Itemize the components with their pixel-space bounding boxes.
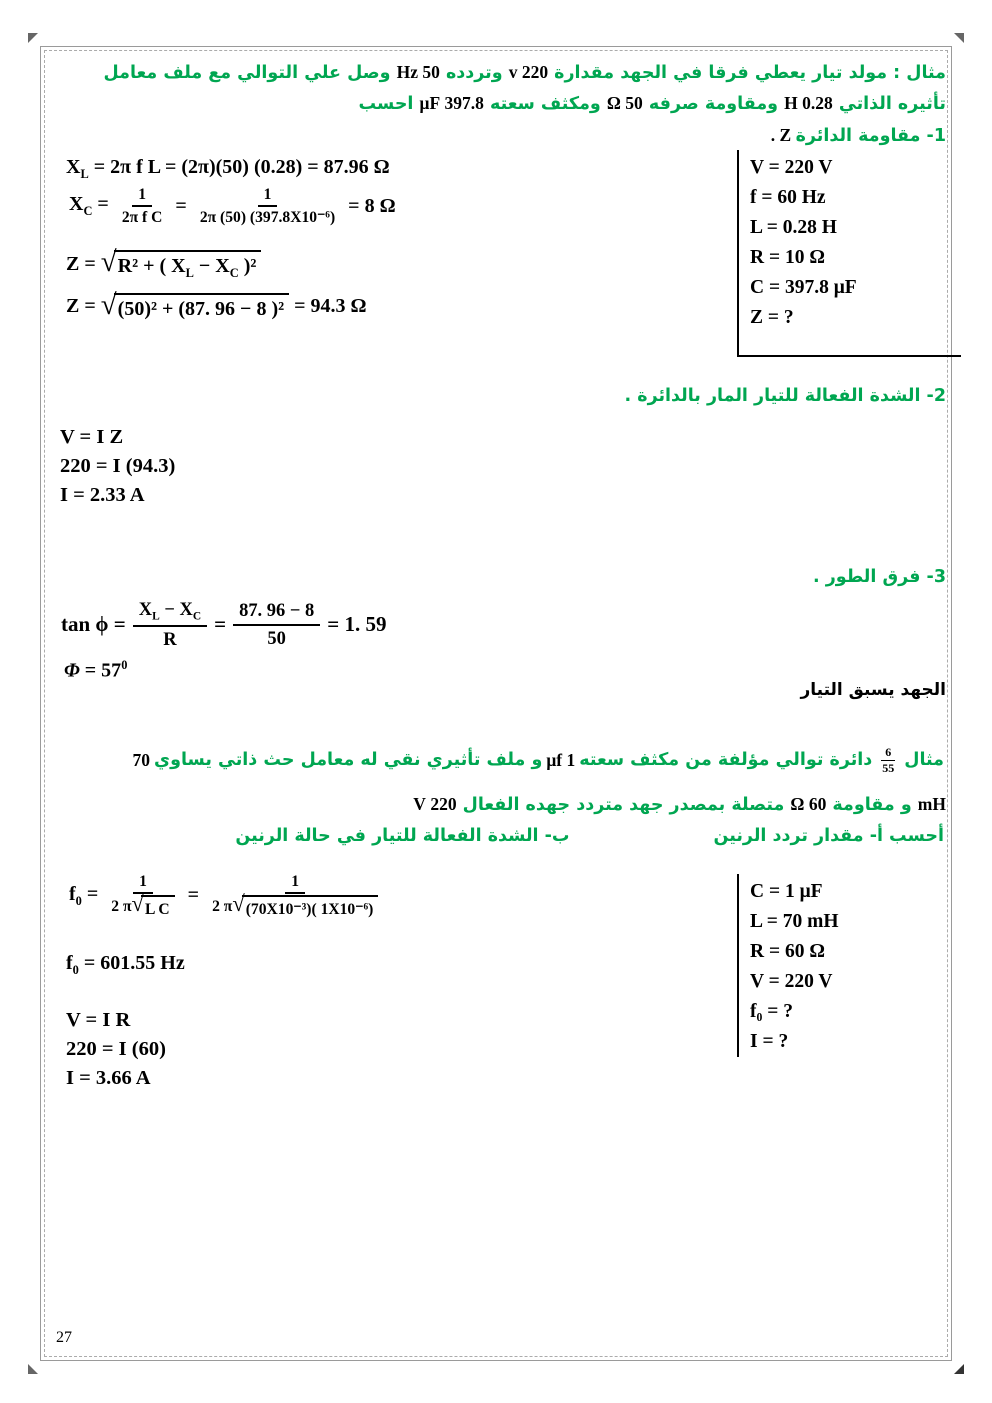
eq-result: = 8 Ω	[348, 194, 396, 217]
phi-symbol: Φ	[64, 659, 80, 682]
given-value: Z = ?	[750, 307, 794, 328]
fraction-numerator: 87. 96 − 8	[233, 599, 320, 625]
page-number: 27	[56, 1329, 72, 1346]
eq-subscript: C	[83, 204, 93, 219]
fraction-numerator: 1	[132, 185, 152, 207]
section-number: 2-	[920, 386, 946, 406]
eq-subscript: 0	[75, 893, 82, 908]
value-capacitance: 1 μf	[546, 750, 576, 770]
eq-equals: =	[214, 612, 227, 637]
given-value: R = 60 Ω	[750, 941, 825, 962]
corner-mark-top-right	[954, 33, 964, 43]
value-frequency: 50 Hz	[396, 62, 440, 82]
equation-z-value	[66, 289, 367, 322]
given-data-box-2	[737, 874, 961, 1057]
equation-xc	[66, 185, 399, 228]
eq-term	[69, 883, 98, 909]
fraction-numerator: 1	[285, 872, 305, 894]
eq-term: )²	[238, 255, 257, 277]
eq-term	[69, 193, 109, 219]
equation-f0	[66, 872, 388, 920]
equation-phase-angle	[64, 658, 127, 683]
example2-header-line3	[56, 821, 946, 851]
radicand: L C	[141, 895, 175, 919]
square-root	[131, 891, 175, 919]
eq-subscript: 0	[72, 963, 79, 977]
section-label: فرق الطور .	[812, 567, 921, 587]
example2-header-line1	[56, 737, 946, 783]
eq-term: 2 π	[111, 898, 132, 916]
corner-mark-top-left	[28, 33, 38, 43]
arabic-text: متصلة بمصدر جهد متردد جهده الفعال	[456, 795, 791, 815]
eq-result: = 601.55 Hz	[78, 952, 185, 974]
eq-line: V = I R	[66, 1009, 131, 1031]
eq-term: R² + ( X	[117, 255, 186, 277]
eq-line: 220 = I (94.3)	[60, 455, 176, 477]
value-inductance-number: 70	[132, 750, 151, 770]
eq-equals: =	[92, 193, 109, 216]
arabic-text: وصل علي التوالي مع ملف معامل	[103, 63, 397, 83]
arabic-text: مثال : مولد تيار يعطي فرقا في الجهد مقدارة	[548, 63, 946, 83]
given-value: V = 220 V	[750, 971, 833, 992]
square-root	[232, 891, 378, 919]
arabic-text: دائرة توالي مؤلفة من مكثف سعته	[579, 750, 873, 770]
arabic-text: ومكثف سعته	[483, 94, 607, 114]
fraction	[206, 872, 384, 920]
eq-term: tan ϕ =	[61, 612, 126, 637]
eq-term: Z =	[66, 295, 101, 318]
radicand	[114, 250, 262, 281]
radicand: (70X10⁻³)( 1X10⁻⁶)	[242, 895, 379, 919]
given-value: R = 10 Ω	[750, 247, 825, 268]
eq-base: f	[66, 952, 73, 974]
fraction-numerator: 6	[881, 745, 895, 760]
eq-subscript: L	[80, 167, 89, 181]
section-2-title	[625, 386, 946, 406]
phase-note: الجهد يسبق التيار	[800, 680, 946, 700]
eq-subscript: L	[185, 266, 194, 280]
equation-tan-phi	[58, 598, 389, 651]
section-3-title	[813, 567, 946, 587]
example1-header-line1	[56, 57, 946, 88]
section-number: 3-	[920, 567, 946, 587]
eq-result: = 1. 59	[327, 612, 387, 637]
fraction-denominator: 2π (50) (397.8X10⁻⁶)	[199, 209, 336, 227]
eq-result: = 94.3 Ω	[289, 295, 367, 318]
eq-subscript: C	[229, 266, 239, 280]
square-root	[100, 246, 262, 281]
eq-base: f	[69, 882, 76, 905]
eq-subscript: L	[152, 610, 160, 623]
value-resistance: 60 Ω	[790, 794, 827, 814]
section-1-title	[771, 125, 946, 146]
eq-term: 2 π	[212, 898, 233, 916]
value-voltage: 220 V	[413, 794, 457, 814]
radical-sign: √	[131, 891, 144, 917]
arabic-text: وتردده	[439, 63, 509, 83]
question-b: ب- الشدة الفعالة للتيار في حالة الرنين	[235, 826, 570, 846]
value-capacitance: 397.8 μF	[419, 93, 484, 113]
fraction-numerator: 1	[258, 185, 278, 207]
equation-f0-result	[66, 952, 185, 978]
value-inductance: 0.28 H	[784, 93, 833, 113]
eq-term: = 57	[79, 659, 122, 682]
current-equations	[60, 423, 175, 510]
eq-line: 220 = I (60)	[66, 1038, 166, 1060]
given-value: f = 60 Hz	[750, 187, 826, 208]
fraction	[116, 185, 169, 228]
value-voltage: 220 v	[508, 62, 549, 82]
fraction-denominator	[206, 891, 384, 919]
eq-base: X	[69, 193, 84, 216]
radical-sign: √	[232, 891, 245, 917]
fraction-6-55	[878, 745, 898, 775]
given-value: C = 397.8 μF	[750, 277, 857, 298]
value-resistance: 50 Ω	[606, 93, 643, 113]
eq-term: = 2π f L = (2π)(50) (0.28) = 87.96 Ω	[88, 156, 390, 178]
given-value: I = ?	[750, 1031, 789, 1052]
arabic-text: و ملف تأثيري نقي له معامل حث ذاتي يساوي	[154, 750, 543, 770]
arabic-text: ومقاومة صرفه	[642, 94, 785, 114]
arabic-text: مثال	[904, 750, 944, 770]
eq-term: Z =	[66, 253, 101, 276]
eq-term: − X	[159, 599, 193, 619]
section-label: الشدة الفعالة للتيار المار بالدائرة .	[624, 386, 921, 406]
fraction	[133, 598, 207, 651]
fraction	[194, 185, 341, 228]
eq-term: − X	[193, 255, 230, 277]
equation-z-formula	[66, 246, 261, 281]
eq-line: I = 2.33 A	[60, 484, 145, 506]
radical-sign: √	[100, 289, 117, 321]
equation-xl	[66, 156, 390, 182]
square-root	[100, 289, 289, 322]
arabic-text: و مقاومة	[826, 795, 918, 815]
radicand: (50)² + (87. 96 − 8 )²	[114, 293, 289, 321]
given-value: f₀ = ?	[750, 1001, 793, 1022]
eq-equals: =	[187, 884, 200, 907]
fraction-denominator	[105, 891, 180, 919]
eq-equals: =	[175, 194, 187, 217]
arabic-text: احسب	[358, 94, 420, 114]
given-value: L = 0.28 H	[750, 217, 837, 238]
radical-sign: √	[100, 246, 117, 278]
eq-line: V = I Z	[60, 426, 124, 448]
eq-superscript: 0	[121, 658, 128, 672]
fraction-denominator: 2π f C	[121, 209, 163, 227]
example1-header-line2	[56, 88, 946, 119]
corner-mark-bottom-left	[28, 1364, 38, 1374]
given-value: V = 220 V	[750, 157, 833, 178]
arabic-text: تأثيره الذاتي	[832, 94, 946, 114]
given-value: L = 70 mH	[750, 911, 839, 932]
section-label: مقاومة الدائرة	[795, 126, 921, 146]
fraction-numerator	[133, 598, 207, 627]
given-value: C = 1 μF	[750, 881, 823, 902]
example2-header-line2	[56, 789, 946, 820]
question-a: أحسب أ- مقدار تردد الرنين	[713, 826, 944, 846]
fraction-numerator: 1	[133, 872, 153, 894]
section-number: 1-	[920, 126, 946, 146]
eq-subscript: C	[192, 610, 202, 623]
resonance-current-equations	[66, 1006, 166, 1093]
eq-term: X	[66, 156, 81, 178]
given-data-box-1	[737, 150, 961, 357]
eq-line: I = 3.66 A	[66, 1067, 151, 1089]
fraction-denominator: 55	[882, 760, 895, 775]
fraction	[105, 872, 180, 920]
eq-base: X	[138, 599, 153, 619]
value-inductance-unit: mH	[917, 794, 946, 814]
fraction-denominator: 50	[267, 627, 286, 648]
fraction-denominator: R	[163, 629, 177, 649]
section-symbol: Z .	[770, 125, 796, 145]
fraction	[233, 599, 320, 649]
corner-mark-bottom-right	[954, 1364, 964, 1374]
eq-equals: =	[81, 882, 99, 905]
